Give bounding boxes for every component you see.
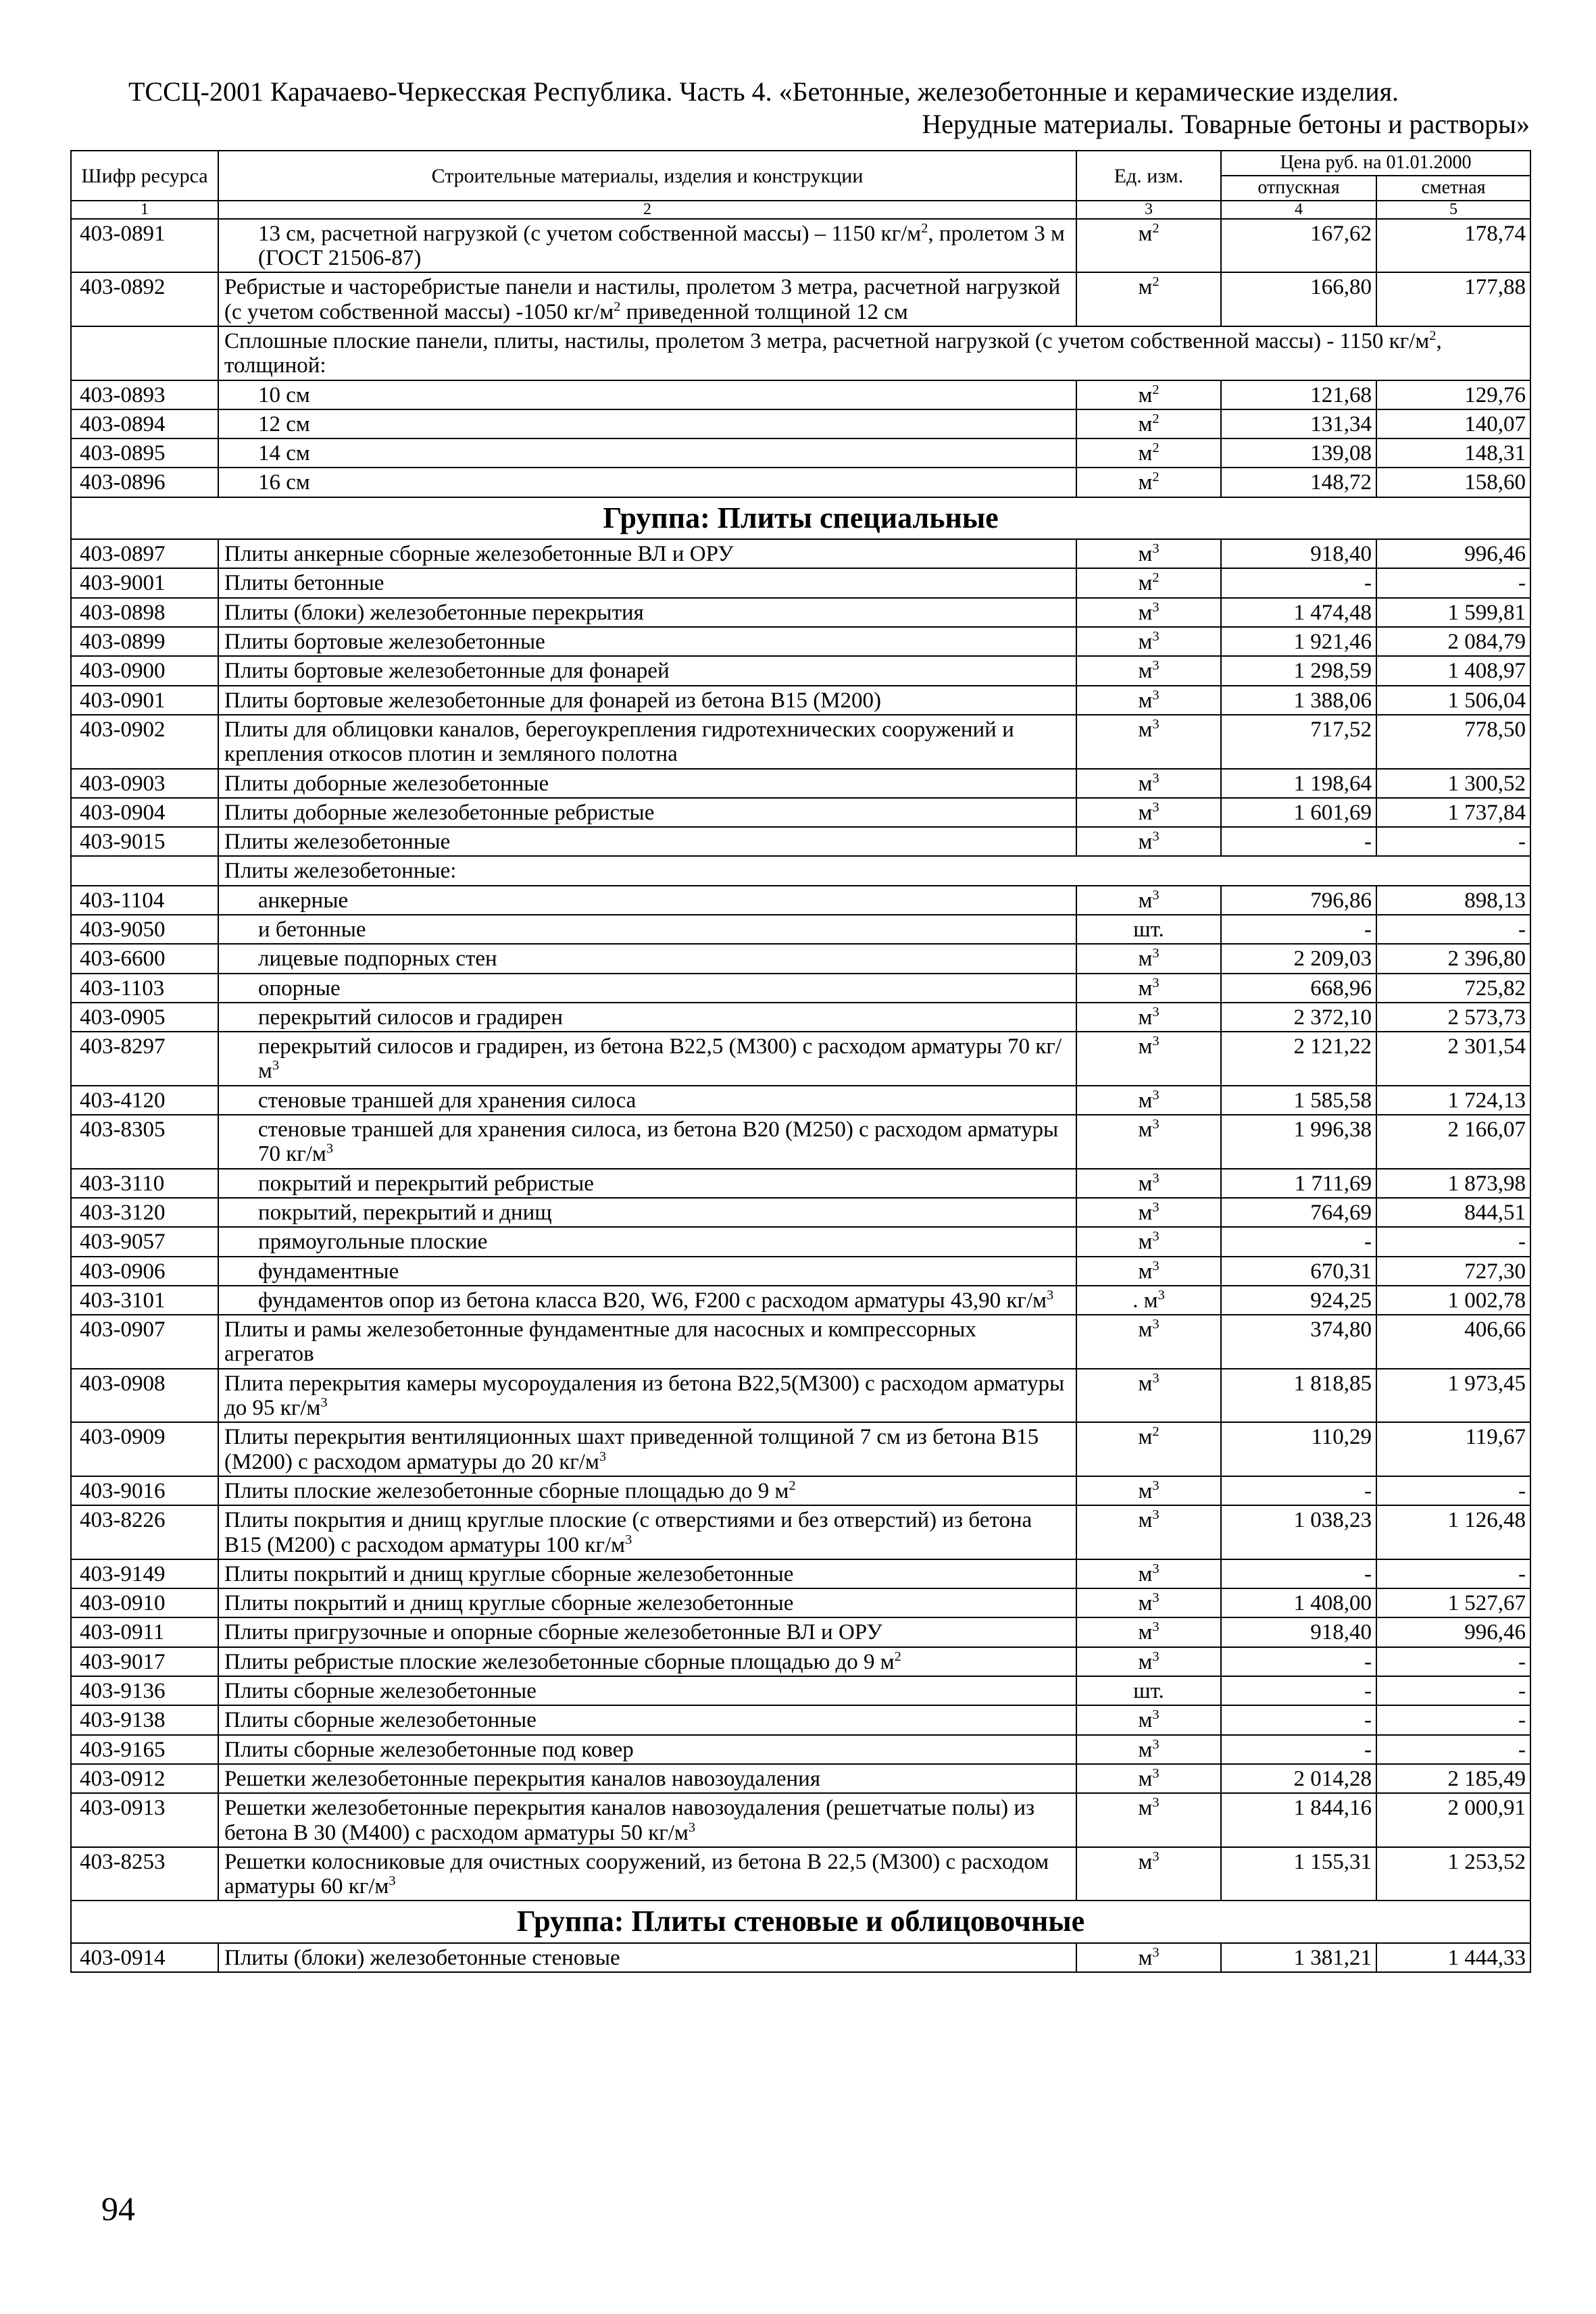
release-price: 668,96 bbox=[1221, 974, 1376, 1003]
unit-cell: $м^3$ bbox=[1076, 1617, 1221, 1646]
estimate-price: 1 253,52 bbox=[1376, 1847, 1530, 1901]
resource-name: Плиты сборные железобетонные под ковер bbox=[218, 1735, 1076, 1764]
column-numbers-row bbox=[71, 201, 1530, 219]
release-price: 110,29 bbox=[1221, 1422, 1376, 1476]
group-header-row bbox=[71, 497, 1530, 539]
release-price: - bbox=[1221, 1705, 1376, 1734]
release-price: 1 038,23 bbox=[1221, 1505, 1376, 1559]
group-title: Группа: Плиты стеновые и облицовочные bbox=[71, 1901, 1530, 1942]
estimate-price: 129,76 bbox=[1376, 380, 1530, 409]
estimate-price: - bbox=[1376, 1735, 1530, 1764]
resource-name: Плиты железобетонные bbox=[218, 827, 1076, 856]
release-price: 1 474,48 bbox=[1221, 598, 1376, 627]
unit-cell: $м^3$ bbox=[1076, 686, 1221, 715]
subtitle-row bbox=[71, 856, 1530, 885]
resource-name: Плиты пригрузочные и опорные сборные железобетонные ВЛ и ОРУ bbox=[218, 1617, 1076, 1646]
resource-name: Плиты покрытий и днищ круглые сборные железобетонные bbox=[218, 1559, 1076, 1588]
estimate-price: 778,50 bbox=[1376, 715, 1530, 769]
unit-cell: $м^3$ bbox=[1076, 1559, 1221, 1588]
resource-name: Плиты ребристые плоские железобетонные сборные площадью до 9 $м^2$ bbox=[218, 1647, 1076, 1676]
resource-code: 403-8253 bbox=[71, 1847, 218, 1901]
resource-name: Решетки железобетонные перекрытия каналов навозоудаления (решетчатые полы) из бетона В 30 (М400) с расходом арматуры 50 $кг/м^3$ bbox=[218, 1793, 1076, 1847]
unit-cell: $м^3$ bbox=[1076, 1476, 1221, 1505]
resource-code: 403-0897 bbox=[71, 539, 218, 568]
release-price: 1 996,38 bbox=[1221, 1115, 1376, 1169]
resource-code: 403-0912 bbox=[71, 1764, 218, 1793]
resource-code: 403-9057 bbox=[71, 1227, 218, 1256]
resource-name: и бетонные bbox=[218, 915, 1076, 944]
unit-cell: $м^3$ bbox=[1076, 886, 1221, 915]
table-row bbox=[71, 1369, 1530, 1423]
resource-code: 403-9015 bbox=[71, 827, 218, 856]
table-row bbox=[71, 1588, 1530, 1617]
table-row bbox=[71, 827, 1530, 856]
estimate-price: 2 396,80 bbox=[1376, 944, 1530, 973]
table-row bbox=[71, 1003, 1530, 1032]
page-number: 94 bbox=[101, 2190, 135, 2228]
resource-code: 403-8297 bbox=[71, 1032, 218, 1086]
estimate-price: - bbox=[1376, 1705, 1530, 1734]
resource-name: 14 см bbox=[218, 438, 1076, 468]
resource-code: 403-0894 bbox=[71, 409, 218, 438]
estimate-price: 844,51 bbox=[1376, 1198, 1530, 1227]
unit-cell: $м^3$ bbox=[1076, 1505, 1221, 1559]
resource-code: 403-3101 bbox=[71, 1286, 218, 1315]
table-row bbox=[71, 1198, 1530, 1227]
table-row bbox=[71, 568, 1530, 597]
unit-cell: $м^3$ bbox=[1076, 1315, 1221, 1369]
resource-code: 403-0909 bbox=[71, 1422, 218, 1476]
resource-code: 403-9138 bbox=[71, 1705, 218, 1734]
table-row bbox=[71, 1086, 1530, 1115]
resource-name: Решетки железобетонные перекрытия каналов навозоудаления bbox=[218, 1764, 1076, 1793]
table-row bbox=[71, 219, 1530, 273]
resource-code: 403-0905 bbox=[71, 1003, 218, 1032]
table-row bbox=[71, 1647, 1530, 1676]
resource-name: Плиты для облицовки каналов, берегоукрепления гидротехнических сооружений и крепления откосов плотин и земляного полотна bbox=[218, 715, 1076, 769]
unit-cell: $м^2$ bbox=[1076, 409, 1221, 438]
unit-cell: $м^3$ bbox=[1076, 1705, 1221, 1734]
resource-name: лицевые подпорных стен bbox=[218, 944, 1076, 973]
unit-cell: $м^3$ bbox=[1076, 1032, 1221, 1086]
release-price: 918,40 bbox=[1221, 1617, 1376, 1646]
release-price: - bbox=[1221, 1559, 1376, 1588]
resource-name: Плиты и рамы железобетонные фундаментные для насосных и компрессорных агрегатов bbox=[218, 1315, 1076, 1369]
resource-name: 12 см bbox=[218, 409, 1076, 438]
estimate-price: 2 084,79 bbox=[1376, 627, 1530, 656]
unit-cell: шт. bbox=[1076, 1676, 1221, 1705]
table-row bbox=[71, 686, 1530, 715]
header-estimate-price: сметная bbox=[1376, 176, 1530, 201]
resource-name: Плиты покрытий и днищ круглые сборные железобетонные bbox=[218, 1588, 1076, 1617]
unit-cell: $м^2$ bbox=[1076, 568, 1221, 597]
table-row bbox=[71, 1032, 1530, 1086]
release-price: 121,68 bbox=[1221, 380, 1376, 409]
table-row bbox=[71, 1169, 1530, 1198]
resource-code: 403-3110 bbox=[71, 1169, 218, 1198]
estimate-price: 1 300,52 bbox=[1376, 769, 1530, 798]
release-price: 918,40 bbox=[1221, 539, 1376, 568]
estimate-price: 148,31 bbox=[1376, 438, 1530, 468]
unit-cell: $м^2$ bbox=[1076, 438, 1221, 468]
resource-name: перекрытий силосов и градирен, из бетона В22,5 (М300) с расходом арматуры 70 $кг/м^3$ bbox=[218, 1032, 1076, 1086]
release-price: 1 921,46 bbox=[1221, 627, 1376, 656]
table-row bbox=[71, 944, 1530, 973]
table-row bbox=[71, 468, 1530, 497]
resource-code: 403-0907 bbox=[71, 1315, 218, 1369]
unit-cell: $м^3$ bbox=[1076, 974, 1221, 1003]
resource-code: 403-0899 bbox=[71, 627, 218, 656]
resource-code: 403-3120 bbox=[71, 1198, 218, 1227]
empty-code-cell bbox=[71, 326, 218, 380]
release-price: - bbox=[1221, 1227, 1376, 1256]
unit-cell: $м^2$ bbox=[1076, 1422, 1221, 1476]
resource-code: 403-0911 bbox=[71, 1617, 218, 1646]
unit-cell: шт. bbox=[1076, 915, 1221, 944]
release-price: 1 381,21 bbox=[1221, 1943, 1376, 1972]
estimate-price: 177,88 bbox=[1376, 272, 1530, 326]
unit-cell: $м^2$ bbox=[1076, 468, 1221, 497]
release-price: - bbox=[1221, 915, 1376, 944]
resource-name: Плиты бортовые железобетонные для фонарей из бетона В15 (М200) bbox=[218, 686, 1076, 715]
release-price: 2 372,10 bbox=[1221, 1003, 1376, 1032]
resource-code: 403-9001 bbox=[71, 568, 218, 597]
unit-cell: $м^3$ bbox=[1076, 1115, 1221, 1169]
table-row bbox=[71, 1764, 1530, 1793]
estimate-price: - bbox=[1376, 1676, 1530, 1705]
release-price: 1 711,69 bbox=[1221, 1169, 1376, 1198]
table-row bbox=[71, 798, 1530, 827]
column-number: 2 bbox=[218, 201, 1076, 219]
release-price: 1 408,00 bbox=[1221, 1588, 1376, 1617]
resource-name: анкерные bbox=[218, 886, 1076, 915]
unit-cell: $м^3$ bbox=[1076, 944, 1221, 973]
table-row bbox=[71, 769, 1530, 798]
column-number: 3 bbox=[1076, 201, 1221, 219]
unit-cell: $м^3$ bbox=[1076, 598, 1221, 627]
table-row bbox=[71, 380, 1530, 409]
resource-name: покрытий и перекрытий ребристые bbox=[218, 1169, 1076, 1198]
resource-name: фундаментные bbox=[218, 1257, 1076, 1286]
release-price: - bbox=[1221, 568, 1376, 597]
unit-cell: $м^3$ bbox=[1076, 715, 1221, 769]
release-price: 139,08 bbox=[1221, 438, 1376, 468]
unit-cell: $м^3$ bbox=[1076, 1257, 1221, 1286]
table-row bbox=[71, 1115, 1530, 1169]
resource-code: 403-6600 bbox=[71, 944, 218, 973]
estimate-price: 1 408,97 bbox=[1376, 656, 1530, 685]
unit-cell: $м^3$ bbox=[1076, 1369, 1221, 1423]
resource-name: Плиты бетонные bbox=[218, 568, 1076, 597]
estimate-price: 1 973,45 bbox=[1376, 1369, 1530, 1423]
resource-code: 403-0896 bbox=[71, 468, 218, 497]
estimate-price: 725,82 bbox=[1376, 974, 1530, 1003]
estimate-price: 1 506,04 bbox=[1376, 686, 1530, 715]
resource-code: 403-9136 bbox=[71, 1676, 218, 1705]
unit-cell: $м^3$ bbox=[1076, 1086, 1221, 1115]
estimate-price: 2 185,49 bbox=[1376, 1764, 1530, 1793]
release-price: 764,69 bbox=[1221, 1198, 1376, 1227]
unit-cell: $м^3$ bbox=[1076, 1943, 1221, 1972]
column-number: 1 bbox=[71, 201, 218, 219]
resource-name: Плиты покрытия и днищ круглые плоские (с отверстиями и без отверстий) из бетона В15 (М200) с расходом арматуры 100 $кг/м^3$ bbox=[218, 1505, 1076, 1559]
unit-cell: . $м^3$ bbox=[1076, 1286, 1221, 1315]
resource-name: Ребристые и часторебристые панели и настилы, пролетом 3 метра, расчетной нагрузкой (с учетом собственной массы) -1050 $кг/м^2$ приведенной толщиной 12 см bbox=[218, 272, 1076, 326]
unit-cell: $м^3$ bbox=[1076, 1764, 1221, 1793]
unit-cell: $м^3$ bbox=[1076, 656, 1221, 685]
resource-code: 403-0908 bbox=[71, 1369, 218, 1423]
resource-code: 403-9149 bbox=[71, 1559, 218, 1588]
unit-cell: $м^3$ bbox=[1076, 827, 1221, 856]
unit-cell: $м^2$ bbox=[1076, 380, 1221, 409]
resource-code: 403-0893 bbox=[71, 380, 218, 409]
release-price: 374,80 bbox=[1221, 1315, 1376, 1369]
resource-name: перекрытий силосов и градирен bbox=[218, 1003, 1076, 1032]
resource-name: Плиты (блоки) железобетонные перекрытия bbox=[218, 598, 1076, 627]
resource-code: 403-9016 bbox=[71, 1476, 218, 1505]
estimate-price: 1 444,33 bbox=[1376, 1943, 1530, 1972]
resource-name: Плиты бортовые железобетонные bbox=[218, 627, 1076, 656]
unit-cell: $м^3$ bbox=[1076, 1847, 1221, 1901]
estimate-price: 140,07 bbox=[1376, 409, 1530, 438]
release-price: 1 388,06 bbox=[1221, 686, 1376, 715]
resource-code: 403-0898 bbox=[71, 598, 218, 627]
resource-name: Плиты бортовые железобетонные для фонарей bbox=[218, 656, 1076, 685]
release-price: 924,25 bbox=[1221, 1286, 1376, 1315]
resource-code: 403-0906 bbox=[71, 1257, 218, 1286]
table-row bbox=[71, 1227, 1530, 1256]
resource-name: Плиты перекрытия вентиляционных шахт приведенной толщиной 7 см из бетона В15 (М200) с расходом арматуры до 20 $кг/м^3$ bbox=[218, 1422, 1076, 1476]
subtitle-row bbox=[71, 326, 1530, 380]
resource-code: 403-0914 bbox=[71, 1943, 218, 1972]
release-price: - bbox=[1221, 1735, 1376, 1764]
estimate-price: 2 000,91 bbox=[1376, 1793, 1530, 1847]
resource-name: Плиты анкерные сборные железобетонные ВЛ и ОРУ bbox=[218, 539, 1076, 568]
resource-name: Плиты (блоки) железобетонные стеновые bbox=[218, 1943, 1076, 1972]
release-price: 131,34 bbox=[1221, 409, 1376, 438]
group-title: Группа: Плиты специальные bbox=[71, 497, 1530, 539]
estimate-price: 996,46 bbox=[1376, 539, 1530, 568]
unit-cell: $м^3$ bbox=[1076, 769, 1221, 798]
unit-cell: $м^2$ bbox=[1076, 272, 1221, 326]
table-row bbox=[71, 1617, 1530, 1646]
resource-code: 403-0900 bbox=[71, 656, 218, 685]
table-row bbox=[71, 1505, 1530, 1559]
release-price: 717,52 bbox=[1221, 715, 1376, 769]
resource-name: 13 см, расчетной нагрузкой (с учетом собственной массы) – 1150 $кг/м^2$, пролетом 3 м (ГОСТ 21506-87) bbox=[218, 219, 1076, 273]
resource-name: Плиты сборные железобетонные bbox=[218, 1676, 1076, 1705]
release-price: 2 121,22 bbox=[1221, 1032, 1376, 1086]
estimate-price: 158,60 bbox=[1376, 468, 1530, 497]
release-price: 148,72 bbox=[1221, 468, 1376, 497]
estimate-price: 2 301,54 bbox=[1376, 1032, 1530, 1086]
unit-cell: $м^3$ bbox=[1076, 1169, 1221, 1198]
table-row bbox=[71, 915, 1530, 944]
resource-name: Плиты доборные железобетонные ребристые bbox=[218, 798, 1076, 827]
release-price: - bbox=[1221, 1676, 1376, 1705]
table-row bbox=[71, 598, 1530, 627]
header-code: Шифр ресурса bbox=[71, 151, 218, 201]
resource-name: опорные bbox=[218, 974, 1076, 1003]
estimate-price: 1 873,98 bbox=[1376, 1169, 1530, 1198]
estimate-price: 1 126,48 bbox=[1376, 1505, 1530, 1559]
table-row bbox=[71, 272, 1530, 326]
release-price: 1 601,69 bbox=[1221, 798, 1376, 827]
unit-cell: $м^3$ bbox=[1076, 627, 1221, 656]
unit-cell: $м^3$ bbox=[1076, 1227, 1221, 1256]
release-price: 1 818,85 bbox=[1221, 1369, 1376, 1423]
estimate-price: 406,66 bbox=[1376, 1315, 1530, 1369]
header-release-price: отпускная bbox=[1221, 176, 1376, 201]
release-price: - bbox=[1221, 827, 1376, 856]
resource-code: 403-8305 bbox=[71, 1115, 218, 1169]
estimate-price: 1 737,84 bbox=[1376, 798, 1530, 827]
table-row bbox=[71, 1793, 1530, 1847]
estimate-price: - bbox=[1376, 915, 1530, 944]
release-price: 166,80 bbox=[1221, 272, 1376, 326]
unit-cell: $м^3$ bbox=[1076, 798, 1221, 827]
table-row bbox=[71, 1422, 1530, 1476]
resource-code: 403-1104 bbox=[71, 886, 218, 915]
estimate-price: 2 573,73 bbox=[1376, 1003, 1530, 1032]
estimate-price: - bbox=[1376, 1476, 1530, 1505]
column-number: 4 bbox=[1221, 201, 1376, 219]
estimate-price: - bbox=[1376, 568, 1530, 597]
document-title-line1: ТССЦ-2001 Карачаево-Черкесская Республика. Часть 4. «Бетонные, железобетонные и керамические изделия. bbox=[128, 76, 1399, 107]
resource-code: 403-0895 bbox=[71, 438, 218, 468]
subtitle-text: Сплошные плоские панели, плиты, настилы, пролетом 3 метра, расчетной нагрузкой (с учетом собственной массы) - 1150 $кг/м^2$, толщиной: bbox=[218, 326, 1530, 380]
resource-name: прямоугольные плоские bbox=[218, 1227, 1076, 1256]
table-row bbox=[71, 627, 1530, 656]
header-unit: Ед. изм. bbox=[1076, 151, 1221, 201]
unit-cell: $м^3$ bbox=[1076, 1003, 1221, 1032]
unit-cell: $м^3$ bbox=[1076, 1198, 1221, 1227]
resource-name: фундаментов опор из бетона класса В20, W6, F200 с расходом арматуры 43,90 $кг/м^3$ bbox=[218, 1286, 1076, 1315]
document-title-line2: Нерудные материалы. Товарные бетоны и растворы» bbox=[922, 109, 1530, 139]
release-price: - bbox=[1221, 1476, 1376, 1505]
release-price: - bbox=[1221, 1647, 1376, 1676]
estimate-price: 1 527,67 bbox=[1376, 1588, 1530, 1617]
group-header-row bbox=[71, 1901, 1530, 1942]
resource-code: 403-9165 bbox=[71, 1735, 218, 1764]
release-price: 1 155,31 bbox=[1221, 1847, 1376, 1901]
resource-code: 403-0910 bbox=[71, 1588, 218, 1617]
unit-cell: $м^3$ bbox=[1076, 1647, 1221, 1676]
table-row bbox=[71, 1735, 1530, 1764]
table-row bbox=[71, 1315, 1530, 1369]
table-row bbox=[71, 1943, 1530, 1972]
subtitle-text: Плиты железобетонные: bbox=[218, 856, 1530, 885]
resource-code: 403-8226 bbox=[71, 1505, 218, 1559]
table-row bbox=[71, 409, 1530, 438]
table-row bbox=[71, 438, 1530, 468]
resource-name: Плиты плоские железобетонные сборные площадью до 9 $м^2$ bbox=[218, 1476, 1076, 1505]
release-price: 2 209,03 bbox=[1221, 944, 1376, 973]
resource-name: 16 см bbox=[218, 468, 1076, 497]
resource-code: 403-9050 bbox=[71, 915, 218, 944]
unit-cell: $м^3$ bbox=[1076, 1735, 1221, 1764]
release-price: 670,31 bbox=[1221, 1257, 1376, 1286]
resource-code: 403-0902 bbox=[71, 715, 218, 769]
estimate-price: - bbox=[1376, 827, 1530, 856]
release-price: 1 585,58 bbox=[1221, 1086, 1376, 1115]
unit-cell: $м^3$ bbox=[1076, 1793, 1221, 1847]
resource-code: 403-1103 bbox=[71, 974, 218, 1003]
estimate-price: 178,74 bbox=[1376, 219, 1530, 273]
resource-name: 10 см bbox=[218, 380, 1076, 409]
resource-code: 403-9017 bbox=[71, 1647, 218, 1676]
unit-cell: $м^3$ bbox=[1076, 1588, 1221, 1617]
unit-cell: $м^2$ bbox=[1076, 219, 1221, 273]
table-row bbox=[71, 1676, 1530, 1705]
estimate-price: - bbox=[1376, 1227, 1530, 1256]
table-row bbox=[71, 539, 1530, 568]
estimate-price: 1 599,81 bbox=[1376, 598, 1530, 627]
table-body bbox=[71, 219, 1530, 1972]
resource-name: покрытий, перекрытий и днищ bbox=[218, 1198, 1076, 1227]
estimate-price: 727,30 bbox=[1376, 1257, 1530, 1286]
release-price: 1 844,16 bbox=[1221, 1793, 1376, 1847]
table-row bbox=[71, 1705, 1530, 1734]
table-row bbox=[71, 1286, 1530, 1315]
table-row bbox=[71, 715, 1530, 769]
estimate-price: 119,67 bbox=[1376, 1422, 1530, 1476]
unit-cell: $м^3$ bbox=[1076, 539, 1221, 568]
estimate-price: 2 166,07 bbox=[1376, 1115, 1530, 1169]
empty-code-cell bbox=[71, 856, 218, 885]
resource-code: 403-4120 bbox=[71, 1086, 218, 1115]
table-row bbox=[71, 886, 1530, 915]
resource-code: 403-0901 bbox=[71, 686, 218, 715]
resource-code: 403-0903 bbox=[71, 769, 218, 798]
table-row bbox=[71, 974, 1530, 1003]
release-price: 1 198,64 bbox=[1221, 769, 1376, 798]
estimate-price: 898,13 bbox=[1376, 886, 1530, 915]
header-name: Строительные материалы, изделия и конструкции bbox=[218, 151, 1076, 201]
resource-code: 403-0892 bbox=[71, 272, 218, 326]
resource-name: стеновые траншей для хранения силоса bbox=[218, 1086, 1076, 1115]
resource-name: стеновые траншей для хранения силоса, из бетона В20 (М250) с расходом арматуры 70 $кг/м^3$ bbox=[218, 1115, 1076, 1169]
price-table bbox=[70, 150, 1531, 1973]
estimate-price: 1 002,78 bbox=[1376, 1286, 1530, 1315]
table-row bbox=[71, 656, 1530, 685]
release-price: 796,86 bbox=[1221, 886, 1376, 915]
table-row bbox=[71, 1559, 1530, 1588]
table-row bbox=[71, 1847, 1530, 1901]
resource-code: 403-0913 bbox=[71, 1793, 218, 1847]
estimate-price: - bbox=[1376, 1647, 1530, 1676]
table-header-row bbox=[71, 151, 1530, 176]
resource-name: Плиты доборные железобетонные bbox=[218, 769, 1076, 798]
column-number: 5 bbox=[1376, 201, 1530, 219]
table-row bbox=[71, 1476, 1530, 1505]
resource-name: Плита перекрытия камеры мусороудаления из бетона В22,5(М300) с расходом арматуры до 95 $кг/м^3$ bbox=[218, 1369, 1076, 1423]
estimate-price: - bbox=[1376, 1559, 1530, 1588]
release-price: 167,62 bbox=[1221, 219, 1376, 273]
release-price: 1 298,59 bbox=[1221, 656, 1376, 685]
estimate-price: 996,46 bbox=[1376, 1617, 1530, 1646]
resource-name: Плиты сборные железобетонные bbox=[218, 1705, 1076, 1734]
resource-code: 403-0904 bbox=[71, 798, 218, 827]
table-row bbox=[71, 1257, 1530, 1286]
resource-code: 403-0891 bbox=[71, 219, 218, 273]
header-price: Цена руб. на 01.01.2000 bbox=[1221, 151, 1530, 176]
estimate-price: 1 724,13 bbox=[1376, 1086, 1530, 1115]
release-price: 2 014,28 bbox=[1221, 1764, 1376, 1793]
resource-name: Решетки колосниковые для очистных сооружений, из бетона В 22,5 (М300) с расходом арматуры 60 $кг/м^3$ bbox=[218, 1847, 1076, 1901]
